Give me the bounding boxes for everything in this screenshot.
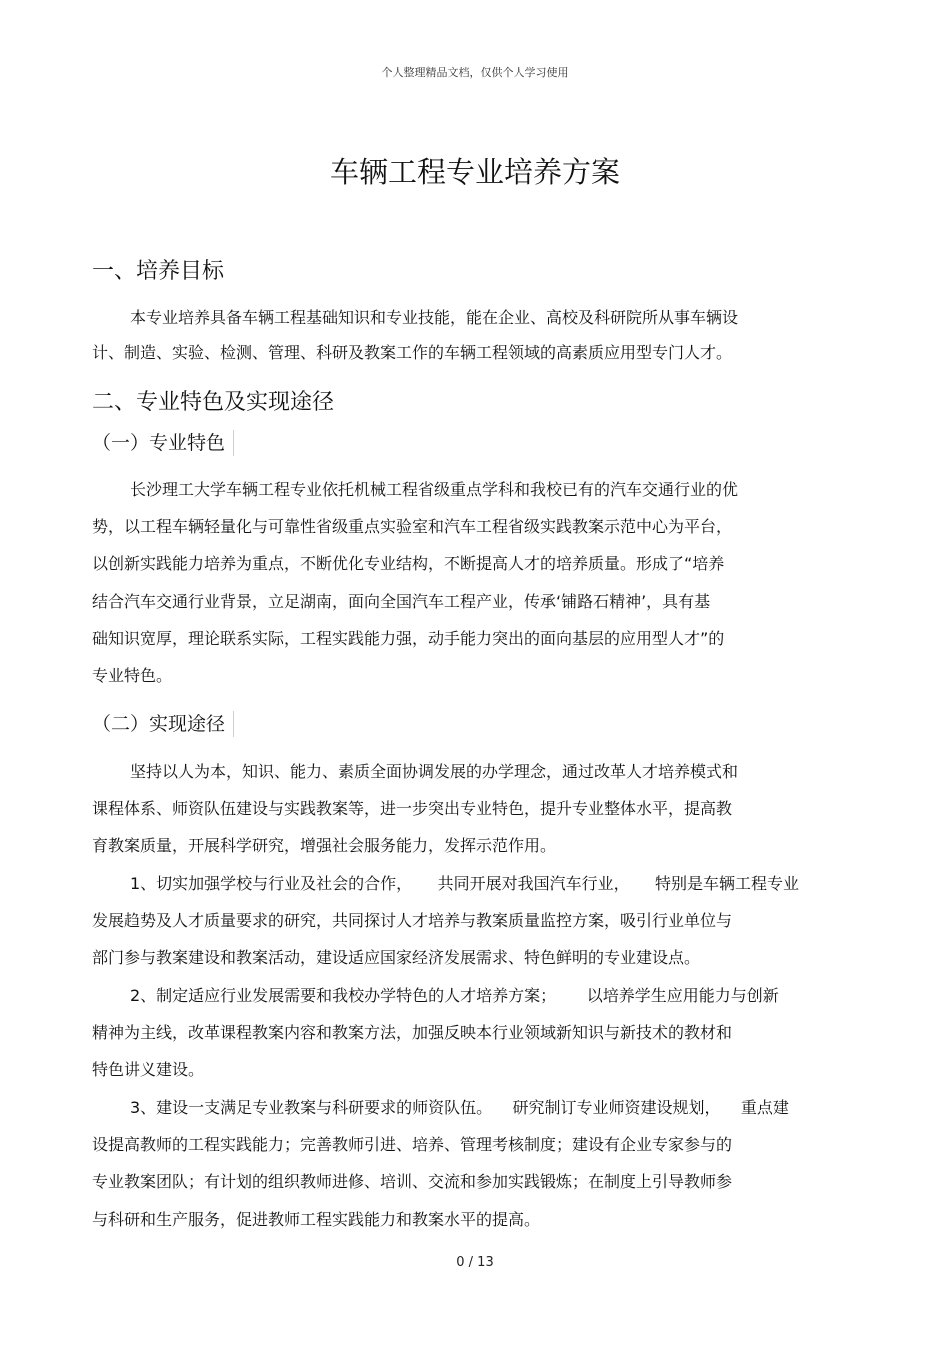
subsection-heading-approach: （二）实现途径 xyxy=(92,711,234,737)
list-item-line: 部门参与教案建设和教案活动，建设适应国家经济发展需求、特色鲜明的专业建设点。 xyxy=(92,948,701,967)
list-item-line: 3、建设一支满足专业教案与科研要求的师资队伍。 研究制订专业师资建设规划， 重点建 xyxy=(130,1098,789,1117)
page-number: 0 / 13 xyxy=(456,1255,494,1270)
header-note: 个人整理精品文档，仅供个人学习使用 xyxy=(381,66,569,79)
list-item-line: 特色讲义建设。 xyxy=(92,1060,205,1079)
paragraph-line: 专业特色。 xyxy=(92,666,173,685)
paragraph-line: 势，以工程车辆轻量化与可靠性省级重点实验室和汽车工程省级实践教案示范中心为平台， xyxy=(92,517,733,536)
list-item-line: 专业教案团队；有计划的组织教师进修、培训、交流和参加实践锻炼；在制度上引导教师参 xyxy=(92,1172,733,1191)
list-item-line: 与科研和生产服务，促进教师工程实践能力和教案水平的提高。 xyxy=(92,1210,541,1229)
paragraph-line: 计、制造、实验、检测、管理、科研及教案工作的车辆工程领域的高素质应用型专门人才。 xyxy=(92,343,733,362)
document-title: 车辆工程专业培养方案 xyxy=(329,155,620,189)
paragraph-line: 础知识宽厚，理论联系实际，工程实践能力强，动手能力突出的面向基层的应用型人才”的 xyxy=(92,629,725,648)
list-item-line: 1、切实加强学校与行业及社会的合作， 共同开展对我国汽车行业， 特别是车辆工程专业 xyxy=(130,874,800,893)
list-item-line: 设提高教师的工程实践能力；完善教师引进、培养、管理考核制度；建设有企业专家参与的 xyxy=(92,1135,733,1154)
paragraph-line: 长沙理工大学车辆工程专业依托机械工程省级重点学科和我校已有的汽车交通行业的优 xyxy=(130,480,739,499)
paragraph-line: 结合汽车交通行业背景，立足湖南，面向全国汽车工程产业，传承‘铺路石精神’，具有基 xyxy=(92,592,711,611)
section-heading-features: 二、专业特色及实现途径 xyxy=(92,390,335,415)
list-item-line: 发展趋势及人才质量要求的研究，共同探讨人才培养与教案质量监控方案，吸引行业单位与 xyxy=(92,911,733,930)
list-item-line: 精神为主线，改革课程教案内容和教案方法，加强反映本行业领域新知识与新技术的教材和 xyxy=(92,1023,733,1042)
subsection-heading-features: （一）专业特色 xyxy=(92,430,234,456)
list-item-line: 2、制定适应行业发展需要和我校办学特色的人才培养方案； 以培养学生应用能力与创新 xyxy=(130,986,779,1005)
section-heading-goals: 一、培养目标 xyxy=(92,259,225,284)
paragraph-line: 本专业培养具备车辆工程基础知识和专业技能，能在企业、高校及科研院所从事车辆设 xyxy=(130,308,739,327)
paragraph-line: 育教案质量，开展科学研究，增强社会服务能力，发挥示范作用。 xyxy=(92,836,557,855)
paragraph-line: 以创新实践能力培养为重点，不断优化专业结构，不断提高人才的培养质量。形成了“培养 xyxy=(92,554,725,573)
paragraph-line: 课程体系、师资队伍建设与实践教案等，进一步突出专业特色，提升专业整体水平，提高教 xyxy=(92,799,733,818)
paragraph-line: 坚持以人为本，知识、能力、素质全面协调发展的办学理念，通过改革人才培养模式和 xyxy=(130,762,739,781)
